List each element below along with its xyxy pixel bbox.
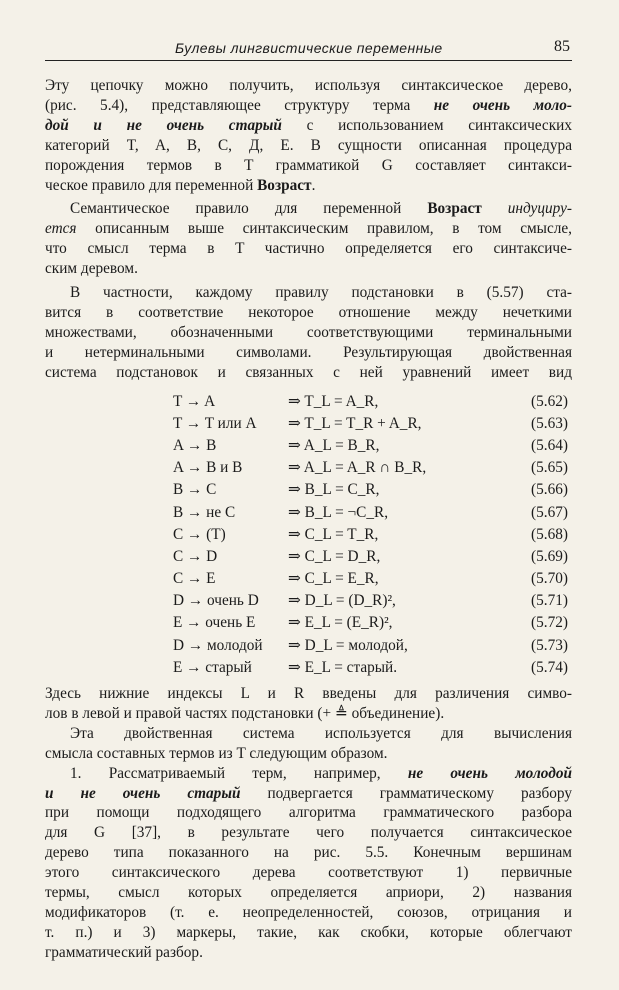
paragraph-2-cont (45, 219, 572, 279)
term-emphasis: дой и не очень старый (45, 116, 282, 134)
equation-lhs: C → E (173, 570, 216, 588)
text-line: т. п.) и 3) маркеры, такие, как скобки, которые облегчают (45, 923, 572, 941)
equation-number: (5.66) (531, 481, 568, 499)
text-line: категорий T, A, B, C, Д, E. В сущности описанная процедура (45, 136, 572, 154)
text-line (45, 116, 572, 136)
variable-name: Возраст (257, 176, 312, 194)
equation-row (45, 435, 572, 457)
equation-rhs: ⇒ E_L = старый. (288, 658, 398, 676)
paragraph-2 (45, 199, 572, 219)
equation-number: (5.63) (531, 414, 568, 432)
text-line: система подстановок и связанных с ней уравнений имеет вид (45, 363, 572, 381)
equation-row (45, 391, 572, 413)
equation-lhs: A → B и B (173, 459, 243, 477)
text-line: термы, смысл которых определяется априори, 2) названия (45, 884, 572, 902)
text-line: В частности, каждому правилу подстановки в (5.57) ста- (70, 284, 572, 302)
text-span: описанным выше синтаксическим правилом, в том смысле, (76, 220, 572, 238)
equation-lhs: T → A (173, 392, 216, 410)
book-page (45, 36, 572, 963)
equation-rhs: ⇒ A_L = B_R, (288, 436, 380, 454)
equation-row (45, 612, 572, 634)
text-line (45, 784, 572, 804)
equation-rhs: ⇒ A_L = A_R ∩ B_R, (288, 459, 427, 477)
text-line: Эту цепочку можно получить, используя синтаксическое дерево, (45, 77, 572, 94)
equation-rhs: ⇒ D_L = (D_R)², (288, 592, 396, 610)
equation-lhs: E → старый (173, 658, 252, 676)
text-line: вится в соответствие некоторое отношение между нечеткими (45, 303, 572, 321)
text-line: модификаторов (т. е. неопределенностей, союзов, отрицания и (45, 904, 572, 921)
paragraph-3 (45, 283, 572, 383)
equation-lhs: D → молодой (173, 636, 263, 654)
equation-rhs: ⇒ C_L = E_R, (288, 570, 379, 588)
text-line: смысла составных термов из T следующим образом. (45, 744, 388, 762)
text-line: для G [37], в результате чего получается синтаксическое (45, 824, 572, 842)
term-italic: индуциру- (507, 200, 572, 218)
text-line: Здесь нижние индексы L и R введены для различения симво- (45, 685, 572, 703)
term-emphasis: не очень молодой (407, 764, 572, 782)
equation-number: (5.73) (531, 636, 568, 654)
text-line: Эта двойственная система используется для вычисления (70, 724, 572, 742)
text-span: подвергается грамматическому разбору (240, 784, 572, 802)
equation-number: (5.62) (531, 392, 568, 410)
paragraph-5 (45, 724, 572, 764)
equation-number: (5.67) (531, 503, 568, 521)
equation-row (45, 657, 572, 679)
paragraph-6 (45, 764, 572, 963)
equation-row (45, 546, 572, 568)
paragraph-4 (45, 684, 572, 724)
equation-row (45, 457, 572, 479)
variable-name: Возраст (427, 200, 482, 218)
term-emphasis: и не очень старый (45, 784, 241, 802)
text-span: 1. Рассматриваемый терм, например, (70, 764, 408, 782)
equation-number: (5.74) (531, 658, 568, 676)
equation-number: (5.64) (531, 436, 568, 454)
text-line (45, 96, 572, 116)
equation-number: (5.65) (531, 459, 568, 477)
text-line: лов в левой и правой частях подстановки (+ ≜ объединение). (45, 704, 445, 722)
text-line (70, 199, 572, 219)
equation-number: (5.68) (531, 525, 568, 543)
equation-lhs: D → очень D (173, 592, 259, 610)
text-span: с использованием синтаксических (281, 116, 572, 134)
equation-rhs: ⇒ T_L = A_R, (288, 392, 379, 410)
text-line: при помощи подходящего алгоритма грамматического разбора (45, 804, 572, 822)
text-span: Семантическое правило для переменной (70, 200, 428, 218)
equation-number: (5.72) (531, 614, 568, 632)
equation-system (45, 391, 572, 679)
equation-lhs: B → C (173, 481, 217, 499)
running-title: Булевы лингвистические переменные (175, 40, 443, 56)
equation-rhs: ⇒ C_L = T_R, (288, 525, 379, 543)
term-italic: ется (45, 220, 77, 238)
equation-rhs: ⇒ C_L = D_R, (288, 547, 381, 565)
equation-row (45, 479, 572, 501)
equation-rhs: ⇒ B_L = ¬C_R, (288, 503, 389, 521)
equation-rhs: ⇒ B_L = C_R, (288, 481, 380, 499)
text-line: и нетерминальными символами. Результирующая двойственная (45, 343, 572, 361)
text-line: что смысл терма в T частично определяется его синтаксиче- (45, 240, 572, 258)
equation-lhs: B → не C (173, 503, 236, 521)
equation-rhs: ⇒ T_L = T_R + A_R, (288, 414, 422, 432)
equation-number: (5.71) (531, 592, 568, 610)
page-number: 85 (554, 38, 570, 55)
equation-row (45, 524, 572, 546)
equation-row (45, 502, 572, 524)
equation-lhs: E → очень E (173, 614, 256, 632)
equation-lhs: A → B (173, 436, 217, 454)
equation-row (45, 635, 572, 657)
text-line: грамматический разбор. (45, 943, 203, 961)
equation-lhs: C → (T) (173, 525, 226, 543)
equation-number: (5.70) (531, 570, 568, 588)
text-line: дерево типа показанного на рис. 5.5. Конечным вершинам (45, 844, 572, 862)
equation-rhs: ⇒ E_L = (E_R)², (288, 614, 393, 632)
text-span: ческое правило для переменной (45, 176, 258, 194)
text-line (45, 764, 572, 784)
equation-number: (5.69) (531, 547, 568, 565)
equation-lhs: T → T или A (173, 414, 257, 432)
page-header (45, 36, 572, 61)
equation-lhs: C → D (173, 547, 218, 565)
text-line (45, 176, 572, 196)
equation-rhs: ⇒ D_L = молодой, (288, 636, 408, 654)
text-span: (рис. 5.4), представляющее структуру терма (45, 96, 434, 114)
equation-row (45, 413, 572, 435)
text-line: ским деревом. (45, 260, 138, 278)
paragraph-1 (45, 76, 572, 195)
equation-row (45, 568, 572, 590)
equation-row (45, 590, 572, 612)
term-emphasis: не очень моло- (433, 96, 572, 114)
text-line: множествами, обозначенными соответствующими терминальными (45, 323, 572, 341)
text-span (482, 200, 508, 217)
text-line (45, 219, 572, 239)
text-line: этого синтаксического дерева соответствуют 1) первичные (45, 864, 572, 882)
text-span: . (311, 176, 316, 194)
text-line: порождения термов в T грамматикой G составляет синтакси- (45, 156, 572, 174)
